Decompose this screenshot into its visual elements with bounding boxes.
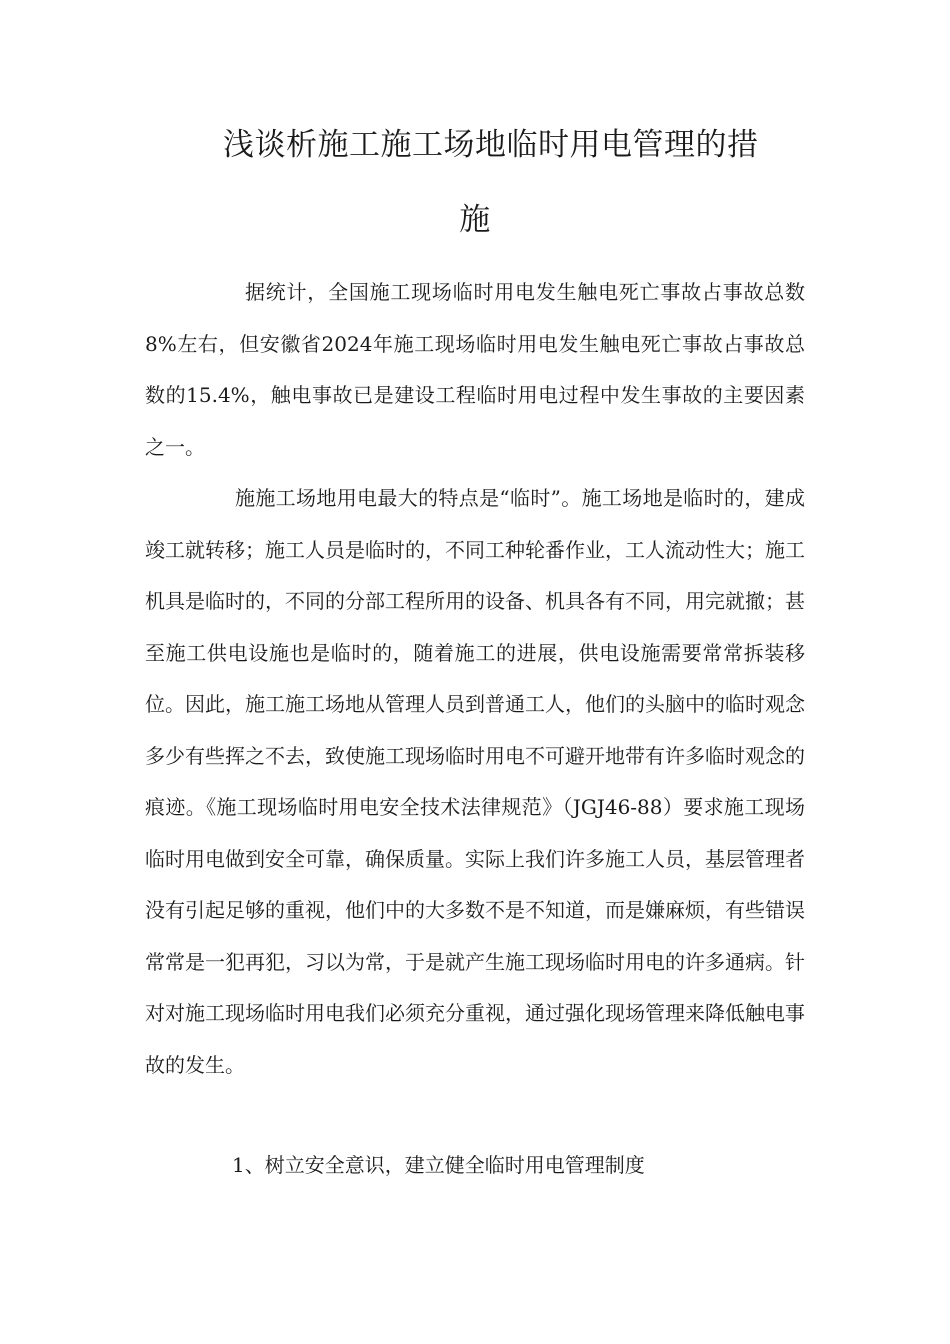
paragraph-temporary-characteristics: 施施工场地用电最大的特点是“临时”。施工场地是临时的，建成竣工就转移；施工人员是临时的，不同工种轮番作业，工人流动性大；施工机具是临时的，不同的分部工程所用的设备、机具各有不同，用完就撤；甚至施工供电设施也是临时的，随着施工的进展，供电设施需要常常拆装移位。因此，施工施工场地从管理人员到普通工人，他们的头脑中的临时观念多少有些挥之不去，致使施工现场临时用电不可避开地带有许多临时观念的痕迹。《施工现场临时用电安全技术法律规范》（JGJ46-88）要求施工现场临时用电做到安全可靠，确保质量。实际上我们许多施工人员，基层管理者没有引起足够的重视，他们中的大多数不是不知道，而是嫌麻烦，有些错误常常是一犯再犯，习以为常，于是就产生施工现场临时用电的许多通病。针对对施工现场临时用电我们必须充分重视，通过强化现场管理来降低触电事故的发生。 xyxy=(145,486,805,1077)
paragraph-statistics: 据统计，全国施工现场临时用电发生触电死亡事故占事故总数8%左右，但安徽省2024年施工现场临时用电发生触电死亡事故占事故总数的15.4%，触电事故已是建设工程临时用电过程中发生事故的主要因素之一。 xyxy=(145,280,805,459)
document-title-line-2: 施 xyxy=(459,202,491,238)
section-heading-1: 1、树立安全意识，建立健全临时用电管理制度 xyxy=(232,1153,645,1177)
document-title-line-1: 浅谈析施工施工场地临时用电管理的措 xyxy=(223,127,759,163)
